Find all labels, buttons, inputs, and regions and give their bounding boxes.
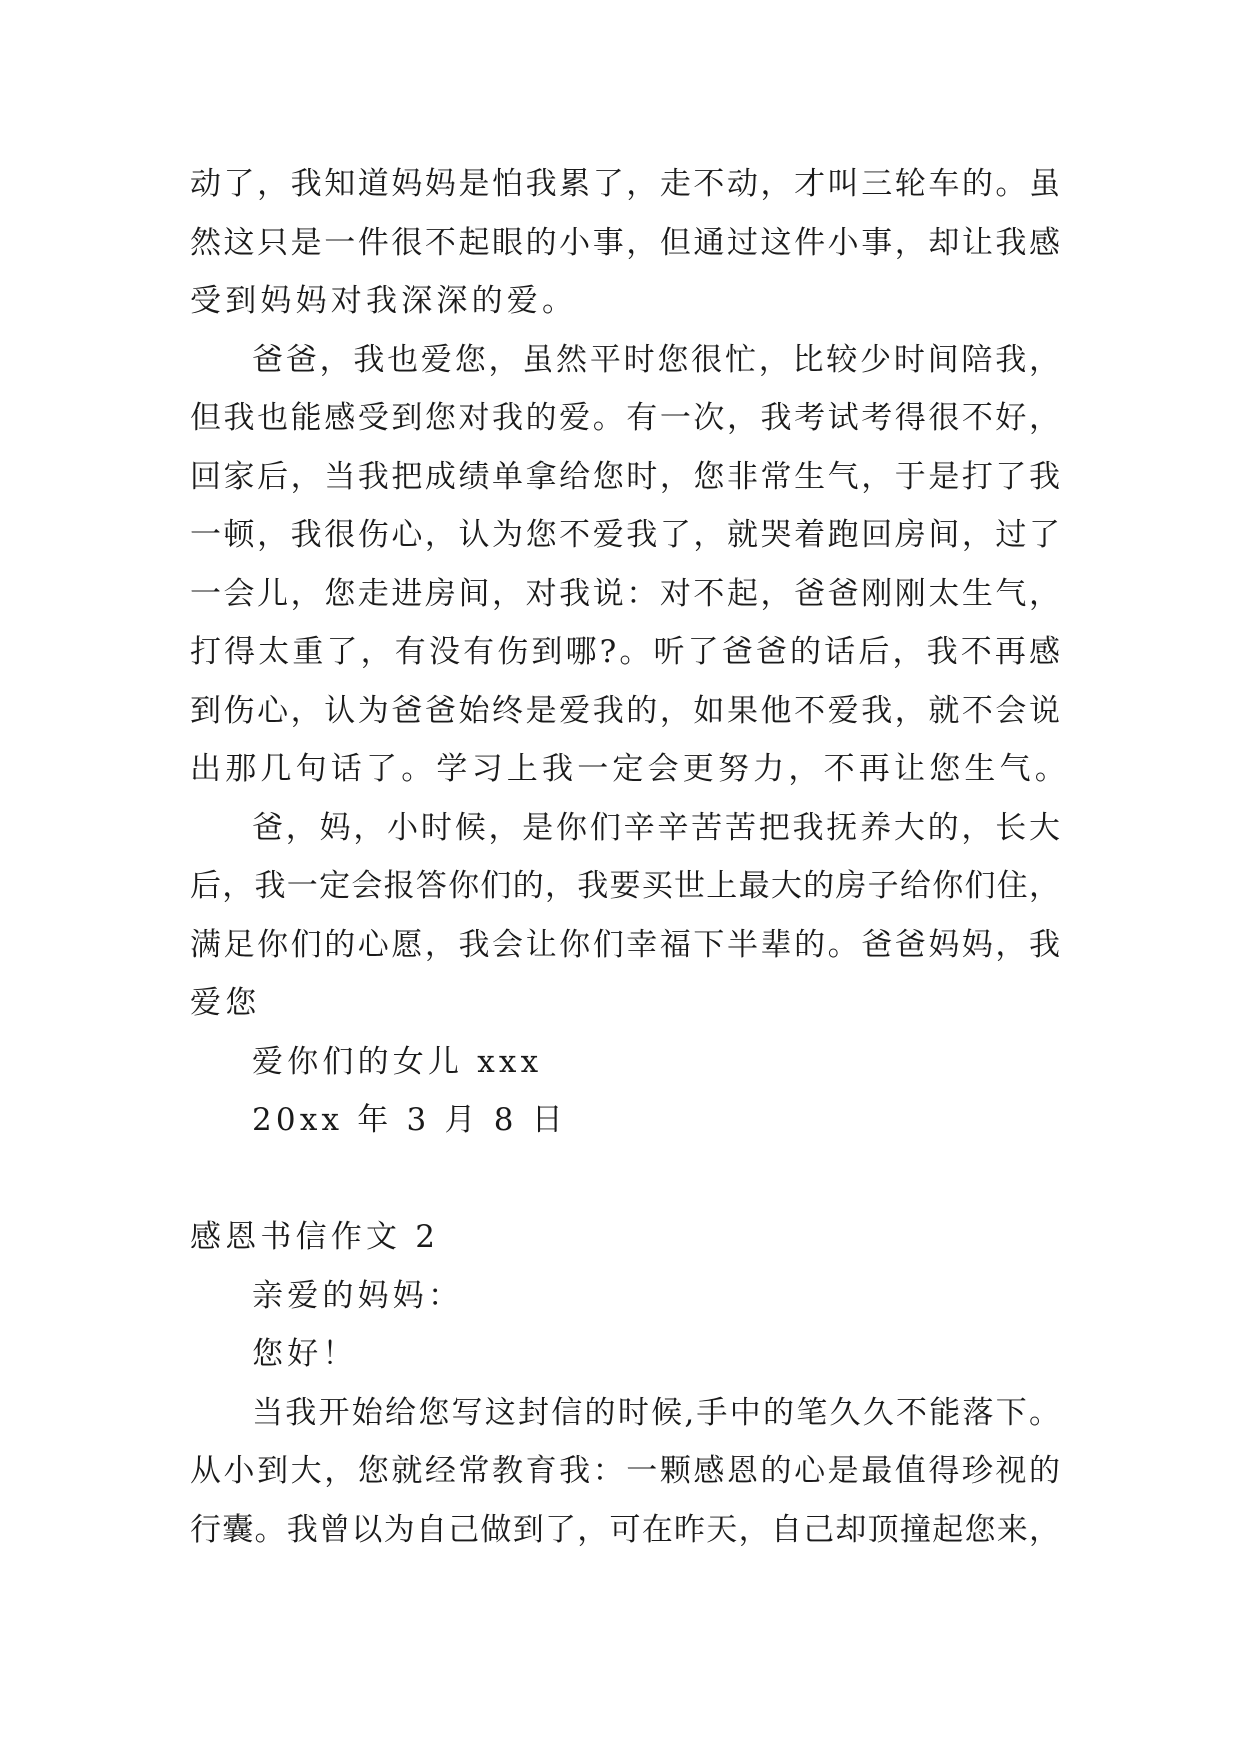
salutation: 亲爱的妈妈：	[252, 1277, 464, 1314]
text-line: 后，我一定会报答你们的，我要买世上最大的房子给你们住，	[190, 868, 1060, 904]
text-line: 受到妈妈对我深深的爱。	[190, 283, 578, 319]
text-line: 出那几句话了。学习上我一定会更努力，不再让您生气。	[190, 751, 1070, 787]
text-line: 然这只是一件很不起眼的小事，但通过这件小事，却让我感	[190, 224, 1060, 261]
text-line: 动了，我知道妈妈是怕我累了，走不动，才叫三轮车的。虽	[190, 166, 1060, 202]
text-line: 回家后，当我把成绩单拿给您时，您非常生气，于是打了我	[190, 458, 1060, 495]
text-line: 一会儿，您走进房间，对我说：对不起，爸爸刚刚太生气，	[190, 575, 1060, 612]
text-line: 爸，妈，小时候，是你们辛辛苦苦把我抚养大的，长大	[252, 809, 1060, 846]
section-title: 感恩书信作文 2	[190, 1219, 440, 1255]
text-line: 爱您	[190, 985, 261, 1021]
text-line: 从小到大，您就经常教育我：一颗感恩的心是最值得珍视的	[190, 1453, 1060, 1489]
signature: 爱你们的女儿 xxx	[252, 1043, 543, 1080]
spacer	[190, 1150, 1060, 1209]
date: 20xx 年 3 月 8 日	[252, 1102, 567, 1138]
text-line: 满足你们的心愿，我会让你们幸福下半辈的。爸爸妈妈，我	[190, 926, 1060, 963]
text-line: 爸爸，我也爱您，虽然平时您很忙，比较少时间陪我，	[252, 341, 1060, 378]
text-line: 行囊。我曾以为自己做到了，可在昨天，自己却顶撞起您来，	[190, 1511, 1060, 1548]
letter-page	[190, 155, 1070, 1559]
text-line: 当我开始给您写这封信的时候,手中的笔久久不能落下。	[252, 1394, 1060, 1431]
text-line: 一顿，我很伤心，认为您不爱我了，就哭着跑回房间，过了	[190, 517, 1060, 553]
text-line: 打得太重了，有没有伤到哪?。听了爸爸的话后，我不再感	[190, 634, 1060, 670]
greeting: 您好！	[252, 1336, 358, 1372]
text-line: 到伤心，认为爸爸始终是爱我的，如果他不爱我，就不会说	[190, 692, 1060, 729]
text-line: 但我也能感受到您对我的爱。有一次，我考试考得很不好，	[190, 400, 1060, 436]
